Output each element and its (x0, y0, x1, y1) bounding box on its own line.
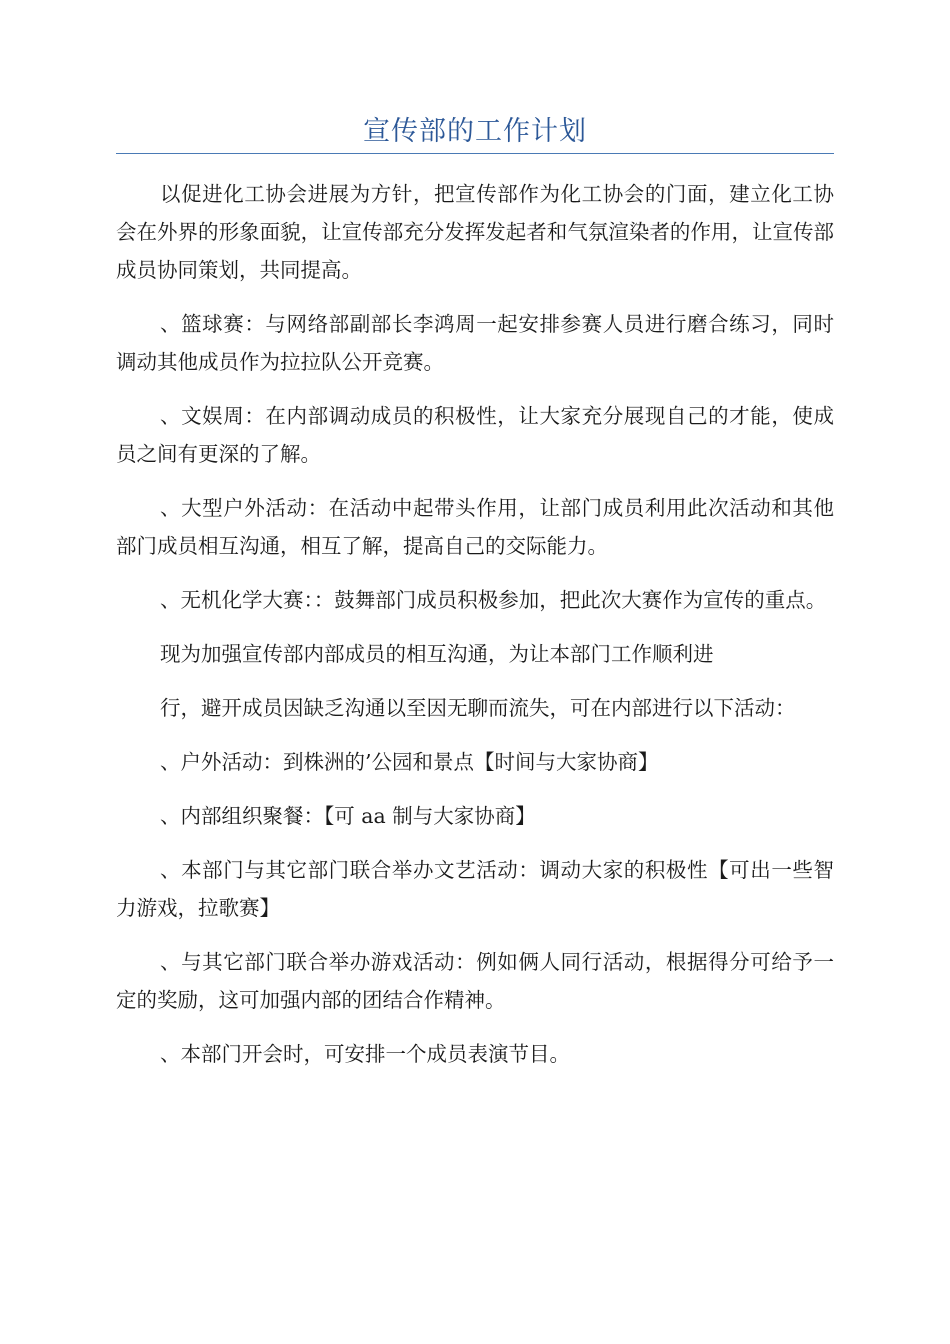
paragraph-entertainment-week: 、文娱周：在内部调动成员的积极性，让大家充分展现自己的才能，使成员之间有更深的了解。 (116, 404, 834, 466)
document-body (116, 175, 834, 1089)
paragraph-basketball: 、篮球赛：与网络部副部长李鸿周一起安排参赛人员进行磨合练习，同时调动其他成员作为拉拉队公开竞赛。 (116, 312, 834, 374)
paragraph-communication-cont: 行，避开成员因缺乏沟通以至因无聊而流失，可在内部进行以下活动： (160, 696, 796, 720)
paragraph-communication-lead: 现为加强宣传部内部成员的相互沟通，为让本部门工作顺利进 (160, 642, 714, 666)
paragraph-art-activity: 、本部门与其它部门联合举办文艺活动：调动大家的积极性【可出一些智力游戏，拉歌赛】 (116, 858, 834, 920)
paragraph-game-activity: 、与其它部门联合举办游戏活动：例如俩人同行活动，根据得分可给予一定的奖励，这可加强内部的团结合作精神。 (116, 950, 834, 1012)
paragraph-outdoor-activity: 、户外活动：到株洲的’公园和景点【时间与大家协商】 (160, 750, 659, 774)
paragraph-intro: 以促进化工协会进展为方针，把宣传部作为化工协会的门面，建立化工协会在外界的形象面貌，让宣传部充分发挥发起者和气氛渲染者的作用，让宣传部成员协同策划，共同提高。 (116, 182, 834, 282)
title-underline (116, 153, 834, 154)
paragraph-meeting-show: 、本部门开会时，可安排一个成员表演节目。 (160, 1042, 570, 1066)
paragraph-outdoor-event: 、大型户外活动：在活动中起带头作用，让部门成员利用此次活动和其他部门成员相互沟通，相互了解，提高自己的交际能力。 (116, 496, 834, 558)
document-title: 宣传部的工作计划 (363, 116, 587, 147)
paragraph-dinner: 、内部组织聚餐：【可 aa 制与大家协商】 (160, 804, 536, 828)
paragraph-chemistry-contest: 、无机化学大赛：：鼓舞部门成员积极参加，把此次大赛作为宣传的重点。 (160, 588, 827, 612)
